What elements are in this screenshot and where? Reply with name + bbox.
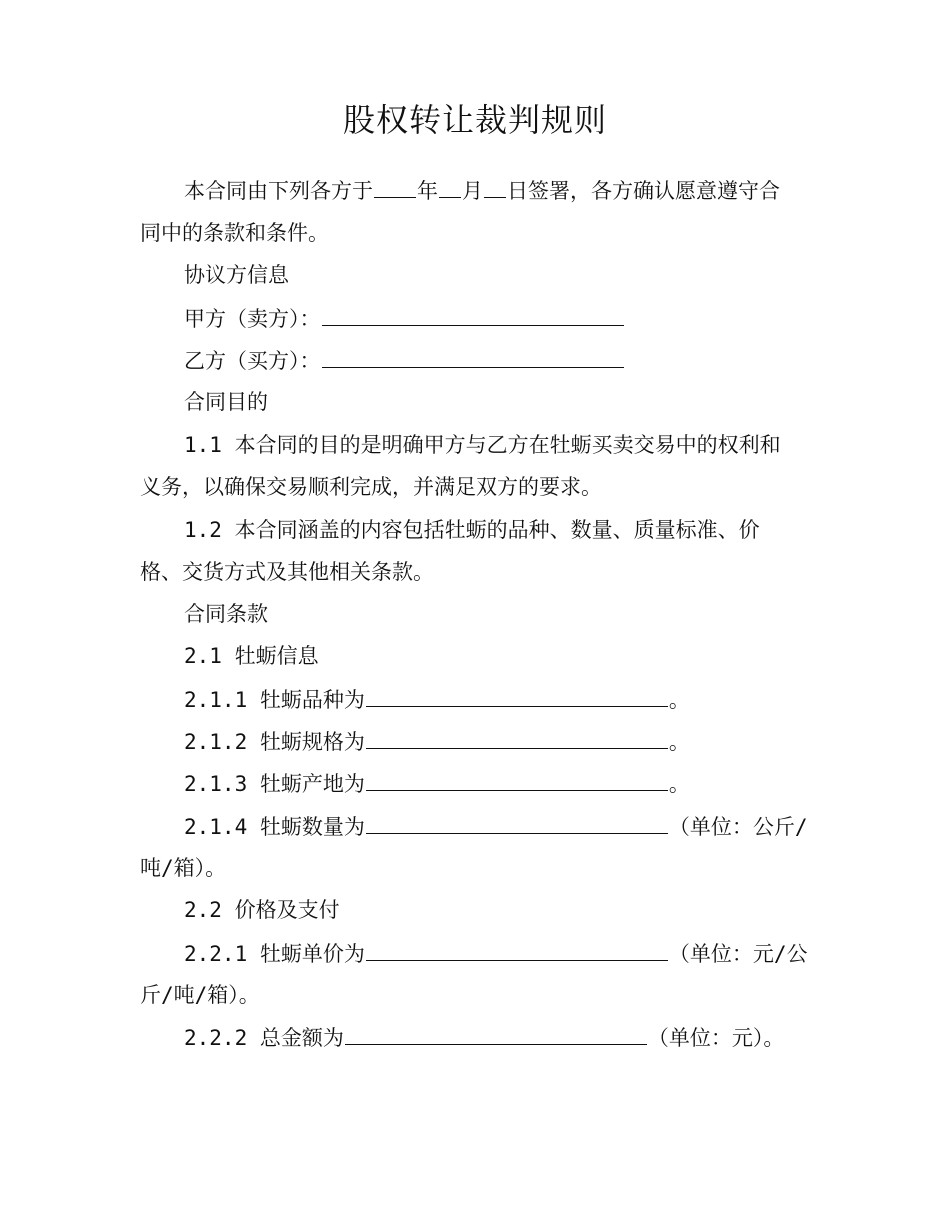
unit-price-blank[interactable]: [366, 938, 668, 961]
party-a-line: [184, 303, 950, 334]
clause-2-1-2-label: 2.1.2 牡蛎规格为: [184, 730, 365, 754]
section-2-1-heading: 2.1 牡蛎信息: [184, 644, 319, 668]
clause-2-1-2-period: 。: [668, 730, 690, 754]
month-blank[interactable]: [439, 175, 461, 198]
clause-2-1-4-label: 2.1.4 牡蛎数量为: [184, 815, 365, 839]
clause-2-1-4: [184, 811, 950, 842]
oyster-variety-blank[interactable]: [366, 684, 668, 707]
clause-2-2-2: [184, 1022, 950, 1053]
clause-2-1-4-cont: 吨/箱）。: [140, 856, 227, 880]
intro-text-d: 日签署，各方确认愿意遵守合: [507, 179, 780, 203]
intro-line-2: 同中的条款和条件。: [140, 221, 329, 245]
clause-2-2-1: [184, 938, 950, 969]
section-2-2-heading: 2.2 价格及支付: [184, 898, 340, 922]
oyster-quantity-blank[interactable]: [366, 811, 668, 834]
intro-line-1: [184, 175, 950, 206]
party-b-line: [184, 345, 950, 376]
clause-2-1-1: [184, 684, 950, 715]
day-blank[interactable]: [484, 175, 506, 198]
oyster-origin-blank[interactable]: [366, 768, 668, 791]
clause-2-2-1-cont: 斤/吨/箱）。: [140, 983, 260, 1007]
clause-2-1-3-label: 2.1.3 牡蛎产地为: [184, 772, 365, 796]
purpose-heading: 合同目的: [184, 390, 268, 414]
party-b-label: 乙方（买方）：: [184, 349, 321, 373]
clause-2-1-3: [184, 768, 950, 799]
clause-2-2-2-unit: （单位：元）。: [647, 1026, 785, 1050]
clause-1-2-line-1: 1.2 本合同涵盖的内容包括牡蛎的品种、数量、质量标准、价: [184, 518, 760, 542]
total-amount-blank[interactable]: [345, 1022, 647, 1045]
clause-2-1-1-label: 2.1.1 牡蛎品种为: [184, 688, 365, 712]
clause-1-2-line-2: 格、交货方式及其他相关条款。: [140, 560, 434, 584]
parties-heading: 协议方信息: [184, 263, 289, 287]
clause-2-2-2-label: 2.2.2 总金额为: [184, 1026, 344, 1050]
clause-2-1-3-period: 。: [668, 772, 690, 796]
document-title: 股权转让裁判规则: [342, 101, 607, 139]
clause-2-1-1-period: 。: [668, 688, 690, 712]
intro-text-c: 月: [462, 179, 483, 203]
terms-heading: 合同条款: [184, 602, 268, 626]
oyster-spec-blank[interactable]: [366, 726, 668, 749]
intro-text-b: 年: [417, 179, 438, 203]
year-blank[interactable]: [374, 175, 416, 198]
clause-2-2-1-unit: （单位：元/公: [668, 942, 808, 966]
clause-1-1-line-2: 义务，以确保交易顺利完成，并满足双方的要求。: [140, 475, 602, 499]
intro-text-a: 本合同由下列各方于: [184, 179, 373, 203]
clause-1-1-line-1: 1.1 本合同的目的是明确甲方与乙方在牡蛎买卖交易中的权利和: [184, 433, 781, 457]
clause-2-1-4-unit: （单位：公斤/: [668, 815, 808, 839]
party-a-label: 甲方（卖方）：: [184, 307, 321, 331]
party-a-blank[interactable]: [322, 303, 624, 326]
party-b-blank[interactable]: [322, 345, 624, 368]
clause-2-2-1-label: 2.2.1 牡蛎单价为: [184, 942, 365, 966]
clause-2-1-2: [184, 726, 950, 757]
